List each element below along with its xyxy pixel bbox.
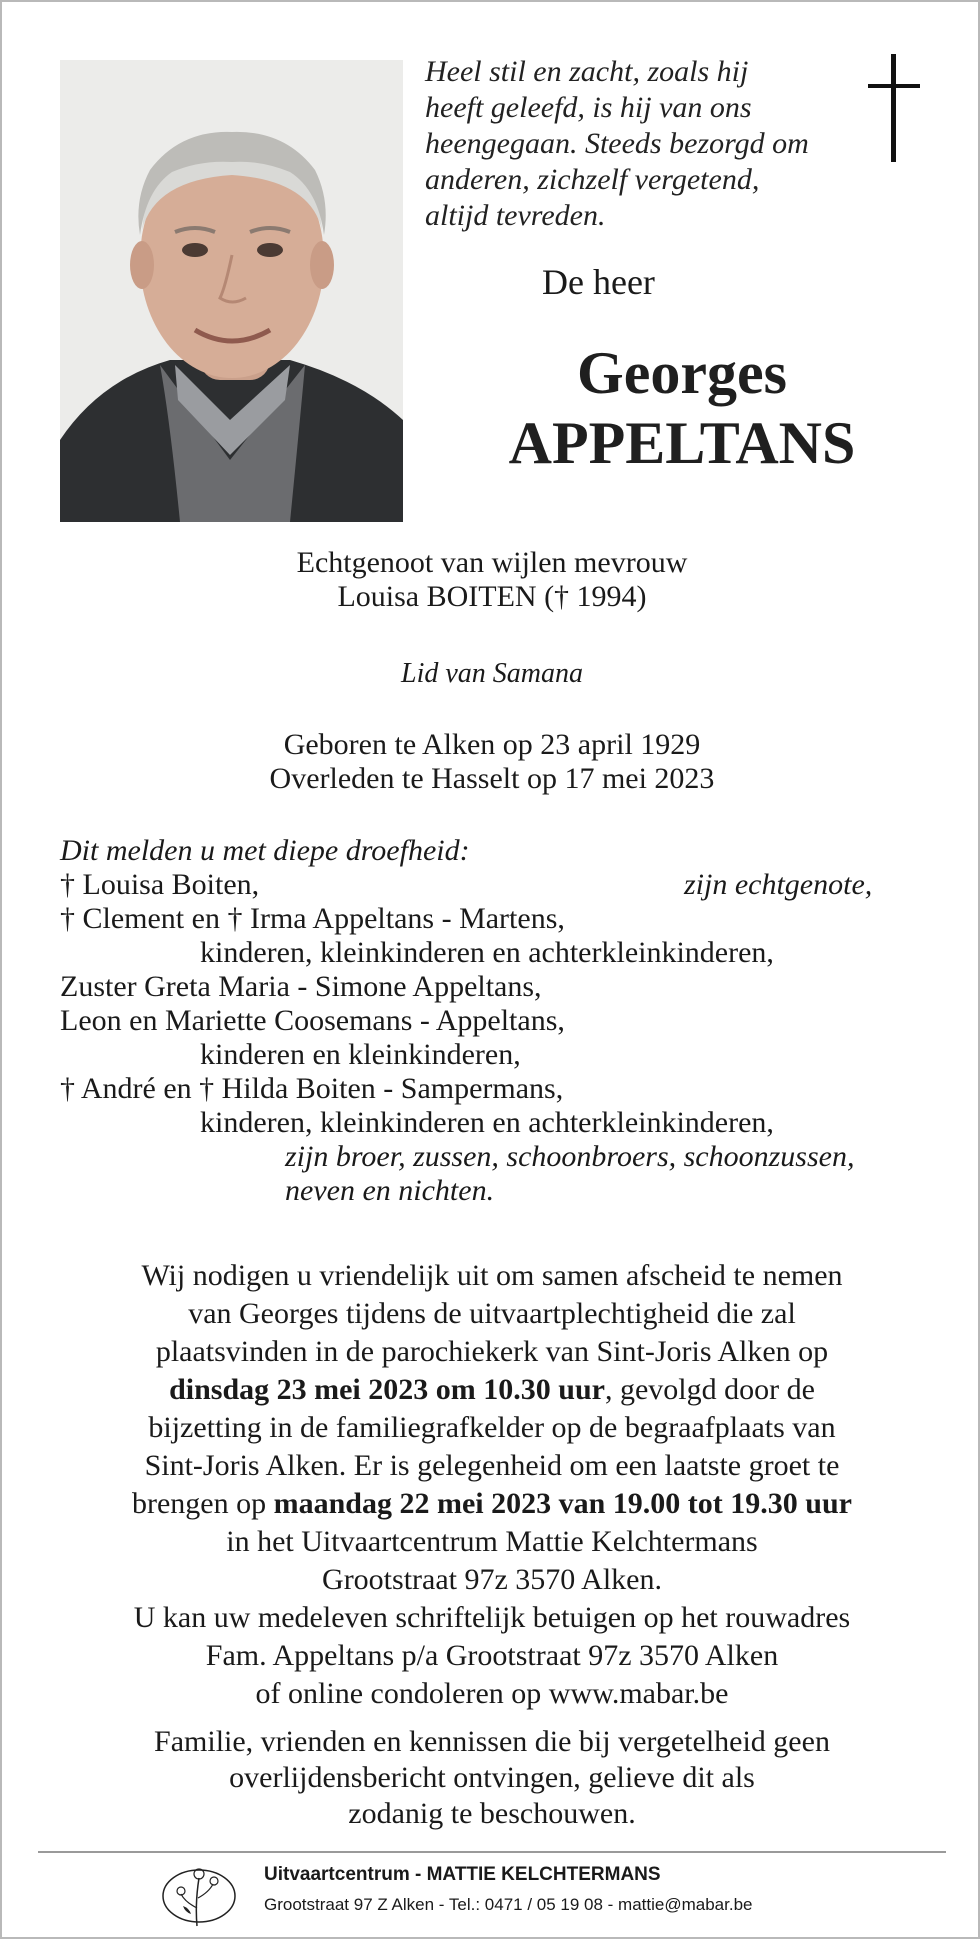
invitation-line: Fam. Appeltans p/a Grootstraat 97z 3570 Alken <box>205 1639 779 1672</box>
portrait-photo <box>60 60 403 522</box>
invitation-line: U kan uw medeleven schriftelijk betuigen op het rouwadres <box>133 1601 851 1634</box>
spouse-name: † Louisa Boiten, <box>60 868 260 901</box>
spouse-info <box>2 546 980 614</box>
flower-logo-icon <box>157 1858 241 1932</box>
invitation-line: van Georges tijdens de uitvaartplechtigheid die zal <box>188 1297 796 1330</box>
list-item <box>60 868 960 902</box>
invitation-line: Grootstraat 97z 3570 Alken. <box>322 1563 662 1596</box>
list-item: kinderen, kleinkinderen en achterkleinkinderen, <box>200 936 774 969</box>
invitation-line: of online condoleren op www.mabar.be <box>255 1677 729 1710</box>
invitation-line: Wij nodigen u vriendelijk uit om samen afscheid te nemen <box>141 1259 843 1292</box>
poem-line: heengegaan. Steeds bezorgd om <box>425 127 809 160</box>
spouse-line: Echtgenoot van wijlen mevrouw <box>296 546 688 579</box>
funeral-home-contact: Grootstraat 97 Z Alken - Tel.: 0471 / 05 19 08 - mattie@mabar.be <box>264 1895 753 1914</box>
list-item: † André en † Hilda Boiten - Sampermans, <box>60 1072 564 1105</box>
invitation-line: dinsdag 23 mei 2023 om 10.30 uur, gevolgd door de <box>169 1373 815 1406</box>
invitation-line: plaatsvinden in de parochiekerk van Sint-Joris Alken op <box>155 1335 829 1368</box>
list-item: zijn broer, zussen, schoonbroers, schoonzussen, <box>285 1140 855 1173</box>
last-name: APPELTANS <box>508 410 856 476</box>
list-item: neven en nichten. <box>285 1174 495 1207</box>
invitation-line: bijzetting in de familiegrafkelder op de begraafplaats van <box>148 1411 836 1444</box>
funeral-date: dinsdag 23 mei 2023 om 10.30 uur <box>169 1373 605 1406</box>
closing-line: zodanig te beschouwen. <box>348 1797 636 1830</box>
cross-icon <box>864 54 924 164</box>
footer-divider <box>38 1851 946 1853</box>
list-item: Leon en Mariette Coosemans - Appeltans, <box>60 1004 565 1037</box>
funeral-invitation <box>52 1257 932 1713</box>
poem-line: heeft geleefd, is hij van ons <box>425 91 752 124</box>
mourners-list <box>60 834 960 1208</box>
spouse-line: Louisa BOITEN († 1994) <box>337 580 647 613</box>
deceased-name <box>502 338 862 478</box>
poem-line: anderen, zichzelf vergetend, <box>425 163 760 196</box>
invitation-line: in het Uitvaartcentrum Mattie Kelchtermans <box>226 1525 758 1558</box>
membership: Lid van Samana <box>401 658 583 689</box>
birth-line: Geboren te Alken op 23 april 1929 <box>283 728 701 761</box>
list-item: Zuster Greta Maria - Simone Appeltans, <box>60 970 542 1003</box>
invitation-line: brengen op maandag 22 mei 2023 van 19.00 tot 19.30 uur <box>132 1487 852 1520</box>
list-item: kinderen en kleinkinderen, <box>200 1038 521 1071</box>
closing-line: Familie, vrienden en kennissen die bij vergetelheid geen <box>154 1725 830 1758</box>
invitation-line: Sint-Joris Alken. Er is gelegenheid om een laatste groet te <box>144 1449 840 1482</box>
poem-line: altijd tevreden. <box>425 199 606 232</box>
poem <box>425 54 845 234</box>
visitation-date: maandag 22 mei 2023 van 19.00 tot 19.30 uur <box>273 1487 852 1520</box>
life-dates <box>2 728 980 796</box>
first-name: Georges <box>577 340 787 406</box>
funeral-home-name: Uitvaartcentrum - MATTIE KELCHTERMANS <box>264 1864 661 1885</box>
closing-note <box>52 1724 932 1832</box>
closing-line: overlijdensbericht ontvingen, gelieve dit als <box>229 1761 755 1794</box>
poem-line: Heel stil en zacht, zoals hij <box>425 55 749 88</box>
mourners-intro: Dit melden u met diepe droefheid: <box>60 834 470 867</box>
list-item: kinderen, kleinkinderen en achterkleinkinderen, <box>200 1106 774 1139</box>
death-line: Overleden te Hasselt op 17 mei 2023 <box>269 762 715 795</box>
spouse-role: zijn echtgenote, <box>684 868 873 901</box>
honorific: De heer <box>542 262 655 302</box>
list-item: † Clement en † Irma Appeltans - Martens, <box>60 902 565 935</box>
